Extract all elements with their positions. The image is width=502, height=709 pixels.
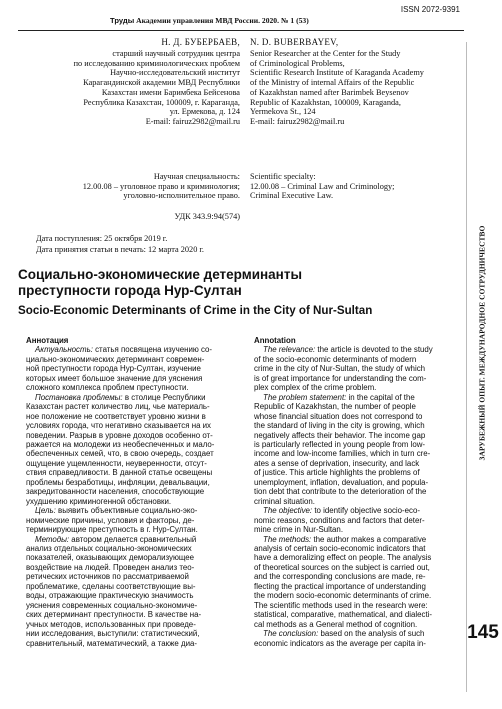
affiliation-line: Republic of Kazakhstan, 100009, Karaganda, xyxy=(250,97,401,107)
annotation-line xyxy=(254,629,462,638)
annotation-text: обеспеченных семей, что, в свою очередь, создает xyxy=(26,449,214,459)
annotation-text: номические причины, условия и факторы, де- xyxy=(26,515,195,525)
annotation-text: нии исследования, выступили: статистический, xyxy=(26,629,200,639)
annotation-line xyxy=(26,563,242,572)
annotation-line xyxy=(254,478,462,487)
specialty-line: Scientific specialty: xyxy=(250,172,316,181)
annotation-line xyxy=(254,440,462,449)
affiliation-line: ул. Ермекова, д. 124 xyxy=(169,107,240,117)
annotation-line xyxy=(26,393,242,402)
annotation-text: которых имеет большое значение для уяснения xyxy=(26,373,203,383)
affiliation-line: Senior Researcher at the Center for the Study xyxy=(250,49,401,58)
annotation-label: The objective: xyxy=(263,506,313,516)
annotation-text: учных методов, использованных при проведе- xyxy=(26,619,196,629)
annotation-line xyxy=(254,383,462,392)
annotation-label: The relevance: xyxy=(263,345,316,355)
annotation-line xyxy=(26,582,242,591)
annotation-text: analysis of certain socio-economic indicators that xyxy=(254,543,426,553)
page-number: 145 xyxy=(467,622,499,643)
affiliation-line: of Kazakhstan named after Barimbek Beysenov xyxy=(250,87,409,97)
annotation-line xyxy=(26,468,242,477)
article-title-en: Socio-Economic Determinants of Crime in the City of Nur-Sultan xyxy=(18,304,373,317)
annotation-text: ухудшению криминогенной обстановки. xyxy=(26,496,172,506)
annotation-line xyxy=(254,345,462,354)
annotation-label: The problem statement: xyxy=(263,392,347,402)
annotation-text: plex complex of the crime problem. xyxy=(254,383,377,393)
annotation-text: income and low-income families, which in turn cre- xyxy=(254,449,431,459)
affiliation-line: Научно-исследовательский институт xyxy=(110,68,240,78)
annotation-text: закредитованности населения, способствующие xyxy=(26,487,205,497)
annotation-line xyxy=(254,355,462,364)
annotation-text: of theoretical sources on the subject is carried out, xyxy=(254,562,430,572)
annotation-text: of justice. This article highlights the problems of xyxy=(254,468,420,478)
annotation-line xyxy=(254,601,462,610)
title-ru-line: Социально-экономические детерминанты xyxy=(18,267,302,282)
specialty-line: уголовно-исполнительное право. xyxy=(123,191,240,201)
annotation-line xyxy=(254,620,462,629)
journal-name: Труды xyxy=(110,16,135,25)
annotation-text: unemployment, inflation, devaluation, and popula- xyxy=(254,477,429,487)
annotation-text: Republic of Kazakhstan, the number of people xyxy=(254,402,416,412)
annotation-text: is of great importance for understanding the com- xyxy=(254,373,427,383)
annotation-line xyxy=(26,620,242,629)
date-line: Дата принятия статьи в печать: 12 марта 2020 г. xyxy=(36,244,204,254)
annotation-line xyxy=(254,516,462,525)
annotation-text: анализ отдельных социально-экономических xyxy=(26,543,192,553)
annotation-text: the author makes a comparative xyxy=(311,534,427,544)
annotation-text: the article is devoted to the study xyxy=(315,345,433,355)
affiliation-line: of the Ministry of internal Affairs of the Republic xyxy=(250,78,415,88)
annotation-line xyxy=(26,601,242,610)
annotation-text: статья посвящена изучению со- xyxy=(92,345,213,355)
annotation-line xyxy=(254,553,462,562)
annotation-line xyxy=(254,468,462,477)
annotation-en xyxy=(254,336,462,648)
date-line: Дата поступления: 25 октября 2019 г. xyxy=(36,234,168,243)
annotation-line xyxy=(26,431,242,440)
annotation-text: the modern socio-economic determinants of crime. xyxy=(254,591,432,601)
annotation-line xyxy=(254,374,462,383)
annotation-text: have a demoralizing effect on people. The analysis xyxy=(254,553,432,563)
annotation-text: условиях города, что негативно сказывается на их xyxy=(26,421,212,431)
annotation-line xyxy=(26,591,242,600)
annotation-text: проблемы безработицы, инфляции, девальвации, xyxy=(26,477,210,487)
affiliation-line: Казахстан имени Баримбека Бейсенова xyxy=(101,87,240,97)
annotation-line xyxy=(254,431,462,440)
annotation-text: в столице Республики xyxy=(122,392,206,402)
annotation-label: Актуальность: xyxy=(35,345,93,355)
annotation-line xyxy=(26,629,242,638)
specialty-ru xyxy=(18,172,240,201)
specialty-line: Criminal Executive Law. xyxy=(250,191,334,201)
annotation-text: the standard of living in the city is growing, which xyxy=(254,421,425,431)
annotation-text: поведении. Разрыв в уровне доходов особенно от- xyxy=(26,430,213,440)
annotation-line xyxy=(254,497,462,506)
annotation-text: negatively affects their behavior. The income gap xyxy=(254,430,426,440)
annotation-line xyxy=(26,459,242,468)
annotation-text: показателей, оказывающих деморализующее xyxy=(26,553,195,563)
annotation-text: воды, отражающие практическую значимость xyxy=(26,591,194,601)
annotation-text: cal methods as a General method of cognition. xyxy=(254,619,418,629)
annotation-line xyxy=(26,487,242,496)
annotation-text: of the socio-economic determinants of modern xyxy=(254,354,417,364)
section-title-vertical: ЗАРУБЕЖНЫЙ ОПЫТ. МЕЖДУНАРОДНОЕ СОТРУДНИЧЕСТВО xyxy=(477,225,487,460)
annotation-text: economic indicators as the average per capita in- xyxy=(254,638,426,648)
annotation-line xyxy=(254,449,462,458)
annotation-text: ное положение не соответствует уровню жизни в xyxy=(26,411,206,421)
annotation-line xyxy=(254,525,462,534)
annotation-text: уяснения современных социально-экономиче- xyxy=(26,600,198,610)
annotation-label: Методы: xyxy=(35,534,70,544)
affiliation-line: по исследованию криминологических проблем xyxy=(73,58,240,68)
annotation-text: The scientific methods used in the research were: xyxy=(254,600,428,610)
annotation-line xyxy=(26,535,242,544)
annotation-text: ощущение ущемленности, неуверенности, отсут- xyxy=(26,458,207,468)
issn-label: ISSN 2072-9391 xyxy=(400,5,460,14)
annotation-text: nomic reasons, conditions and factors that deter- xyxy=(254,515,425,525)
specialty-line: 12.00.08 – уголовное право и криминология; xyxy=(82,181,240,191)
affiliation-line: E-mail: fairuz2982@mail.ru xyxy=(250,116,345,126)
annotation-text: ной преступности города Нур-Султан, изучение xyxy=(26,364,201,374)
affiliation-line: Scientific Research Institute of Karaganda Academy xyxy=(250,68,424,78)
annotation-line xyxy=(26,449,242,458)
annotation-heading-ru: Аннотация xyxy=(26,336,69,345)
annotation-line xyxy=(26,639,242,648)
annotation-text: ских детерминант преступности. В качестве на- xyxy=(26,610,202,620)
udc-code: УДК 343.9:94(574) xyxy=(174,212,240,221)
annotation-line xyxy=(26,421,242,430)
section-side-band xyxy=(469,60,495,625)
annotation-line xyxy=(26,516,242,525)
annotation-line xyxy=(26,383,242,392)
annotation-line xyxy=(26,553,242,562)
annotation-line xyxy=(254,591,462,600)
annotation-text: whose financial situation does not correspond to xyxy=(254,411,423,421)
affiliation-line: Карагандинской академии МВД Республики xyxy=(83,78,240,88)
annotation-label: Цель: xyxy=(35,506,56,516)
annotation-text: сравнительный, математический, а также диа- xyxy=(26,638,198,648)
annotation-line xyxy=(26,525,242,534)
annotation-text: проблематике, сделаны соответствующие вы- xyxy=(26,581,196,591)
annotation-line xyxy=(254,412,462,421)
affiliation-line: Республика Казахстан, 100009, г. Караганда, xyxy=(83,97,240,107)
author-affiliation-ru xyxy=(18,49,240,127)
annotation-text: циально-экономических детерминант современ- xyxy=(26,354,205,364)
submission-dates xyxy=(36,234,204,255)
annotation-line xyxy=(26,374,242,383)
annotation-line xyxy=(254,506,462,515)
annotation-text: statistical, comparative, mathematical, and dialecti- xyxy=(254,610,433,620)
author-name-en: N. D. BUBERBAYEV, xyxy=(250,37,339,47)
annotation-text: and the corresponding conclusions are made, re- xyxy=(254,572,426,582)
annotation-line xyxy=(26,355,242,364)
annotation-line xyxy=(26,440,242,449)
annotation-text: in the capital of the xyxy=(346,392,415,402)
annotation-line xyxy=(26,610,242,619)
affiliation-line: старший научный сотрудник центра xyxy=(112,49,240,58)
annotation-text: mine crime in Nur-Sultan. xyxy=(254,525,344,535)
annotation-text: ствия справедливости. В данной статье освещены xyxy=(26,468,213,478)
annotation-line xyxy=(254,572,462,581)
annotation-line xyxy=(254,544,462,553)
annotation-line xyxy=(26,364,242,373)
annotation-line xyxy=(26,544,242,553)
specialty-line: Научная специальность: xyxy=(153,172,240,181)
annotation-line xyxy=(26,402,242,411)
annotation-text: ражается на молодежи из необеспеченных и мало- xyxy=(26,439,215,449)
title-ru-line: преступности города Нур-Султан xyxy=(18,283,242,298)
journal-running-head xyxy=(110,16,464,25)
annotation-line xyxy=(26,478,242,487)
annotation-line xyxy=(254,610,462,619)
annotation-text: based on the analysis of such xyxy=(318,629,425,639)
annotation-heading-en: Annotation xyxy=(254,336,296,345)
annotation-text: сложного комплекса проблем преступности. xyxy=(26,383,189,393)
annotation-line xyxy=(254,535,462,544)
annotation-text: выявить объективные социально-эко- xyxy=(55,506,198,516)
specialty-en xyxy=(250,172,462,201)
annotation-text: crime in the city of Nur-Sultan, the study of which xyxy=(254,364,426,374)
article-title-ru xyxy=(18,267,458,299)
annotation-text: воздействие на людей. Проведен анализ тео- xyxy=(26,562,195,572)
annotation-en-body xyxy=(254,345,462,648)
annotation-line xyxy=(254,563,462,572)
annotation-line xyxy=(26,345,242,354)
annotation-text: flecting the practical importance of understanding xyxy=(254,581,426,591)
annotation-line xyxy=(254,421,462,430)
affiliation-line: E-mail: fairuz2982@mail.ru xyxy=(145,116,240,126)
specialty-line: 12.00.08 – Criminal Law and Criminology; xyxy=(250,181,395,191)
annotation-line xyxy=(254,459,462,468)
header-divider xyxy=(18,30,464,31)
annotation-label: Постановка проблемы: xyxy=(35,392,123,402)
annotation-text: ates a sense of deprivation, insecurity, and lack xyxy=(254,458,420,468)
annotation-text: is particularly reflected in young people from low- xyxy=(254,439,426,449)
annotation-line xyxy=(254,639,462,648)
annotation-line xyxy=(254,582,462,591)
annotation-line xyxy=(26,572,242,581)
side-divider xyxy=(466,42,467,692)
annotation-text: to identify objective socio-eco- xyxy=(312,506,421,516)
annotation-line xyxy=(26,506,242,515)
annotation-line xyxy=(254,364,462,373)
annotation-ru xyxy=(26,336,242,648)
annotation-text: автором делается сравнительный xyxy=(69,534,197,544)
annotation-text: criminal situation. xyxy=(254,496,315,506)
annotation-text: терминирующие преступность в г. Нур-Султан. xyxy=(26,525,198,535)
annotation-line xyxy=(26,412,242,421)
annotation-line xyxy=(254,393,462,402)
author-affiliation-en xyxy=(250,49,462,127)
annotation-text: ретических источников по рассматриваемой xyxy=(26,572,189,582)
annotation-line xyxy=(26,497,242,506)
annotation-text: tion debt that contribute to the deterioration of the xyxy=(254,487,427,497)
annotation-label: The methods: xyxy=(263,534,312,544)
annotation-label: The conclusion: xyxy=(263,629,319,639)
journal-issue-info: Академии управления МВД России. 2020. № 1 (53) xyxy=(136,16,309,25)
annotation-text: Казахстан растет количество лиц, чье материаль- xyxy=(26,402,210,412)
annotation-line xyxy=(254,487,462,496)
affiliation-line: Yermekova St., 124 xyxy=(250,107,316,117)
affiliation-line: of Criminological Problems, xyxy=(250,58,345,68)
author-name-ru: Н. Д. БУБЕРБАЕВ, xyxy=(161,37,240,47)
annotation-line xyxy=(254,402,462,411)
annotation-ru-body xyxy=(26,345,242,648)
